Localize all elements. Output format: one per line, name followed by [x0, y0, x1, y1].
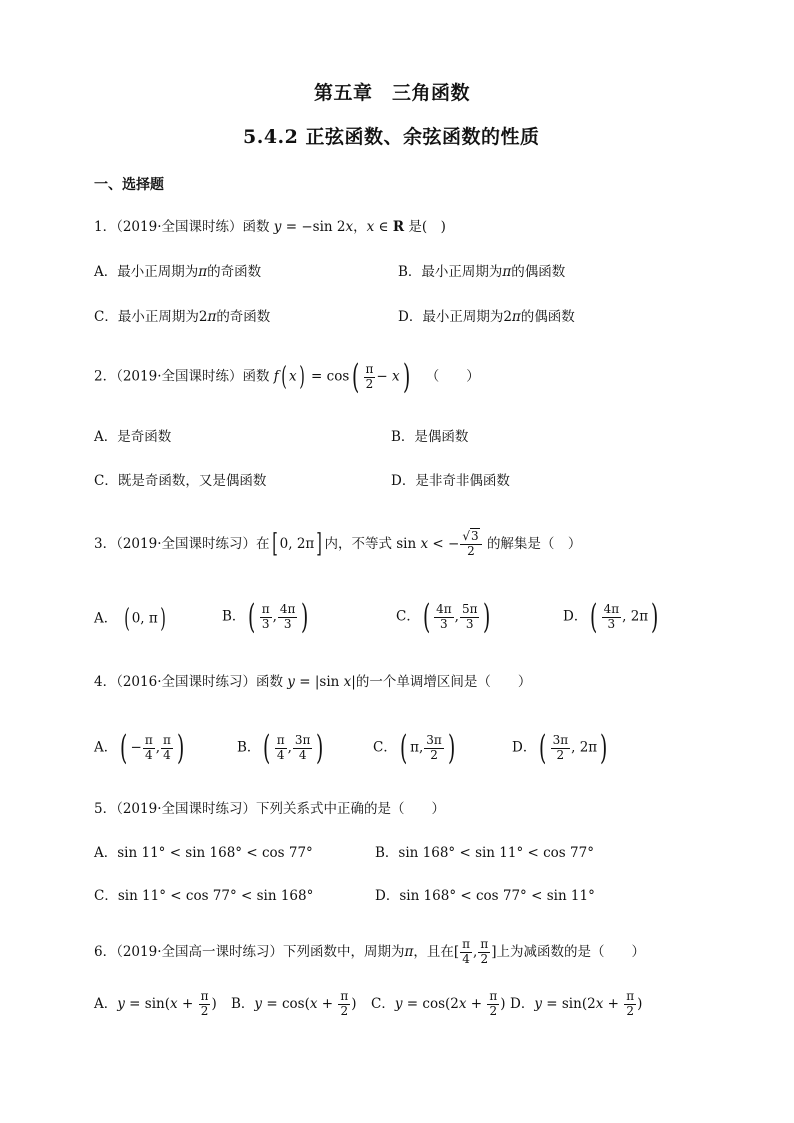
question-6-option-b: B．y = cos(x + $\frac{\pi}{2}$ )	[231, 989, 357, 1018]
question-1-option-b: B．最小正周期为π的偶函数	[398, 264, 566, 280]
section-title: 5.4.2 正弦函数、余弦函数的性质	[243, 126, 540, 148]
question-4-stem: 4．（2016·全国课时练习）函数 y = |sin x|的一个单调增区间是（ ）	[94, 674, 532, 690]
question-5-stem: 5．（2019·全国课时练习）下列关系式中正确的是（ ）	[94, 801, 445, 817]
question-1-option-d: D．最小正周期为2π的偶函数	[398, 309, 575, 325]
question-2-option-c: C．既是奇函数，又是偶函数	[94, 473, 267, 489]
question-5-option-d: D．sin 168° < cos 77° < sin 11°	[375, 888, 595, 904]
question-1-stem: 1．（2019·全国课时练）函数 y = −sin 2x，x ∈ R 是( )	[94, 219, 446, 235]
question-6-stem: 6．（2019·全国高一课时练习）下列函数中，周期为π，且在[ $\frac{\pi}{4}$ , $\frac{\pi}{2}$ ]上为减函数的是（ ）	[94, 937, 646, 966]
question-1-suffix: 是( )	[408, 219, 446, 235]
question-6-option-c: C．y = cos(2x + $\frac{\pi}{2}$ )	[371, 989, 506, 1018]
question-1-prefix: 1．（2019·全国课时练）函数	[94, 219, 270, 235]
question-4-option-a: A．( − $\frac{\pi}{4}$ , $\frac{\pi}{4}$ )	[94, 728, 185, 768]
question-3-option-c: C．( $\frac{4\pi}{3}$ , $\frac{5\pi}{3}$ )	[396, 597, 491, 637]
question-2-stem: 2．（2019·全国课时练）函数 f( x) = cos( $\frac{\pi}{2}$ − x) （ ）	[94, 357, 480, 397]
question-1-formula: y	[273, 219, 282, 235]
question-5-option-b: B．sin 168° < sin 11° < cos 77°	[375, 845, 594, 861]
question-2-option-d: D．是非奇非偶函数	[391, 473, 510, 489]
question-3-stem: 3．（2019·全国课时练习）在[ 0, 2π] 内，不等式 sin x < − $\frac{√3}{2}$ 的解集是（ ）	[94, 529, 582, 560]
question-3-option-b: B．( $\frac{\pi}{3}$ , $\frac{4\pi}{3}$ )	[222, 597, 309, 637]
question-3-option-a: A． ( 0, π)	[94, 604, 166, 634]
question-4-option-b: B．( $\frac{\pi}{4}$ , $\frac{3\pi}{4}$ )	[237, 728, 324, 768]
question-3-option-d: D．( $\frac{4\pi}{3}$ , 2π)	[563, 597, 659, 637]
question-4-option-c: C．( π, $\frac{3\pi}{2}$ )	[373, 728, 456, 768]
question-4-option-d: D．( $\frac{3\pi}{2}$ , 2π)	[512, 728, 608, 768]
part-heading: 一、选择题	[94, 177, 164, 193]
question-1-option-c: C．最小正周期为2π的奇函数	[94, 309, 271, 325]
question-1-option-a: A．最小正周期为π的奇函数	[94, 264, 262, 280]
question-2-option-a: A．是奇函数	[94, 429, 172, 445]
question-6-option-a: A．y = sin(x + $\frac{\pi}{2}$ )	[94, 989, 217, 1018]
question-5-option-c: C．sin 11° < cos 77° < sin 168°	[94, 888, 314, 904]
question-2-option-b: B．是偶函数	[391, 429, 469, 445]
chapter-title: 第五章 三角函数	[314, 82, 471, 104]
question-6-option-d: D．y = sin(2x + $\frac{\pi}{2}$ )	[510, 989, 643, 1018]
question-5-option-a: A．sin 11° < sin 168° < cos 77°	[94, 845, 313, 861]
